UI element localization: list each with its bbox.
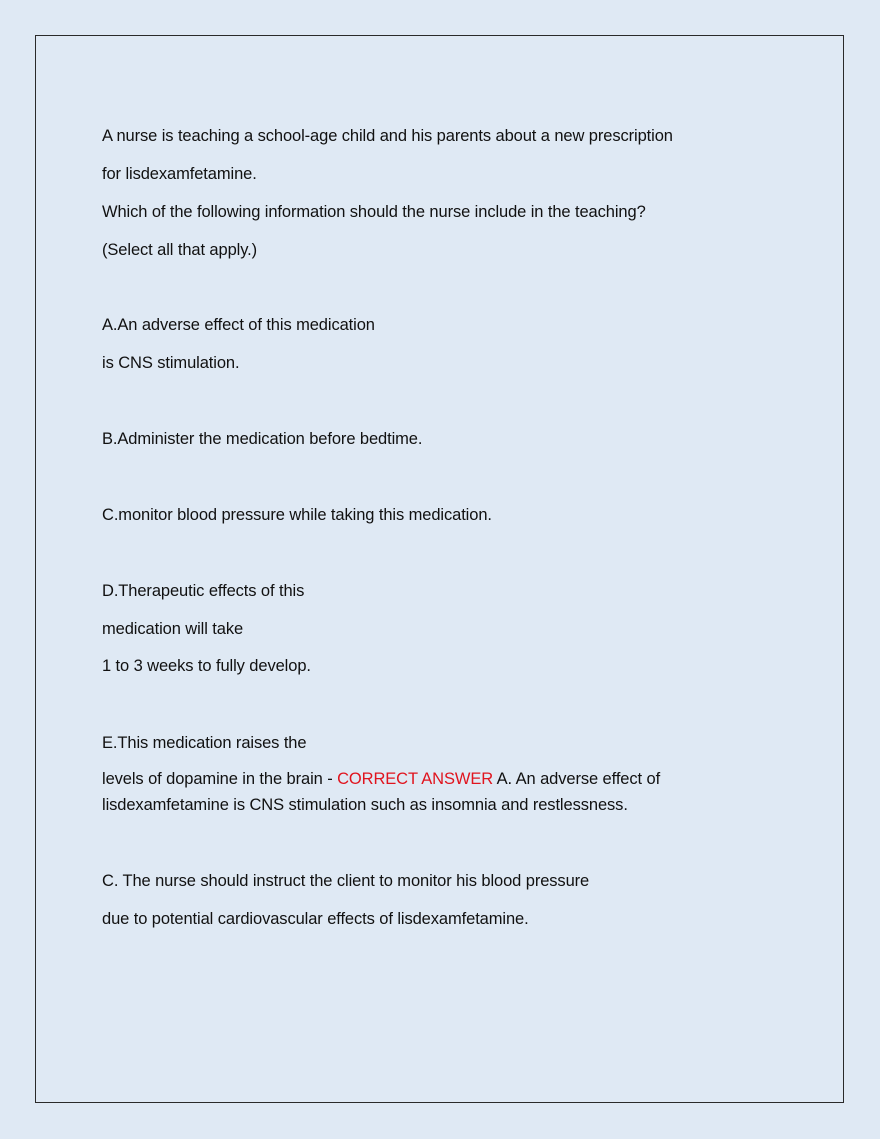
option-a-line-1: A.An adverse effect of this medication bbox=[102, 316, 375, 334]
option-e-answer-line bbox=[102, 769, 660, 789]
question-line-4: (Select all that apply.) bbox=[102, 241, 258, 259]
option-d-line-2: medication will take bbox=[102, 620, 244, 638]
question-line-2: for lisdexamfetamine. bbox=[102, 165, 257, 183]
option-b-line-1: B.Administer the medication before bedtime. bbox=[102, 430, 423, 448]
option-a-line-2: is CNS stimulation. bbox=[102, 354, 240, 372]
option-d-line-1: D.Therapeutic effects of this bbox=[102, 582, 305, 600]
answer-c-line-2: due to potential cardiovascular effects of lisdexamfetamine. bbox=[102, 910, 529, 928]
question-line-1: A nurse is teaching a school-age child and his parents about a new prescription bbox=[102, 127, 673, 145]
answer-c-line-1: C. The nurse should instruct the client to monitor his blood pressure bbox=[102, 872, 590, 890]
option-d-line-3: 1 to 3 weeks to fully develop. bbox=[102, 657, 311, 675]
correct-answer-label: CORRECT ANSWER bbox=[337, 770, 494, 788]
option-e-line-2: levels of dopamine in the brain - bbox=[102, 770, 338, 788]
option-e-line-1: E.This medication raises the bbox=[102, 734, 307, 752]
question-line-3: Which of the following information should the nurse include in the teaching? bbox=[102, 203, 646, 221]
answer-a-text: A. An adverse effect of bbox=[493, 770, 661, 788]
answer-a-line-2: lisdexamfetamine is CNS stimulation such as insomnia and restlessness. bbox=[102, 796, 628, 814]
page-border bbox=[35, 35, 844, 1103]
option-c-line-1: C.monitor blood pressure while taking this medication. bbox=[102, 506, 492, 524]
